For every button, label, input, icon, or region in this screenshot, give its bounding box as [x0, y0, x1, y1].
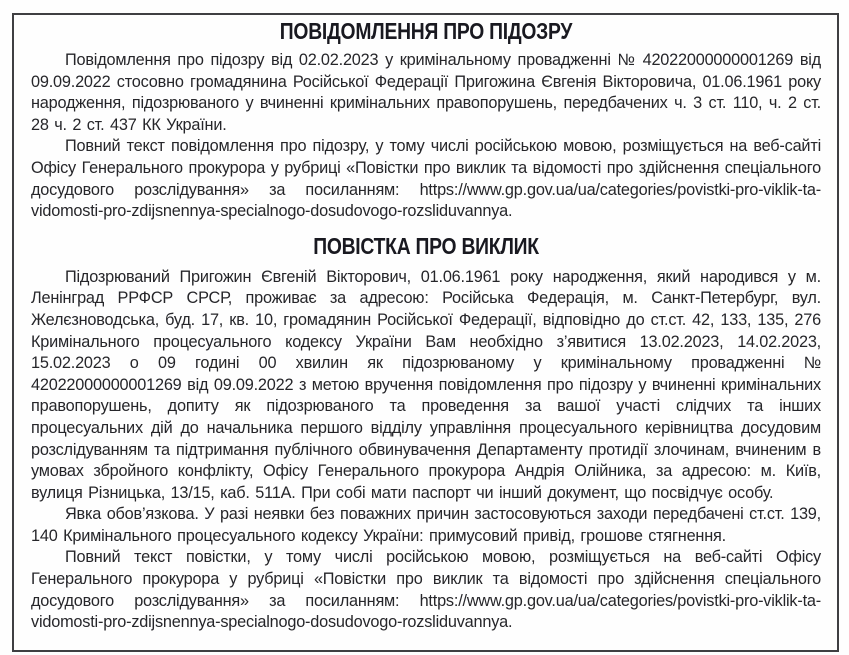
- document-border-frame: [12, 13, 839, 652]
- summons-section: [31, 234, 821, 634]
- notice-title: ПОВІДОМЛЕННЯ ПРО ПІДОЗРУ: [279, 18, 573, 44]
- notice-paragraph-1: Повідомлення про підозру від 02.02.2023 у кримінальному провадженні № 42022000000001269 від 09.09.2022 стосовно громадянина Російської Федерації Пригожина Євгенія Вікторовича, 01.06.1961 року народження, підозрюваного у вчиненні кримінальних правопорушень, передбачених ч. 3 ст. 110, ч. 2 ст. 28 ч. 2 ст. 437 КК України.: [31, 51, 821, 134]
- summons-paragraph-3: Повний текст повістки, у тому числі російською мовою, розміщується на веб-сайті Офісу Генерального прокурора у рубриці «Повістки про виклик та відомості про здійснення спеціального досудового розслідування» за посиланням: https://www.gp.gov.ua/ua/categories/povistki-pro-viklik-ta-vidomosti-pro-zdijsnennya-specialnogo-dosudovogo-rozsliduvannya.: [31, 548, 821, 632]
- notice-of-suspicion-section: [31, 19, 821, 223]
- summons-title: ПОВІСТКА ПРО ВИКЛИК: [313, 232, 539, 259]
- notice-paragraph-2: Повний текст повідомлення про підозру, у тому числі російською мовою, розміщується на веб-сайті Офісу Генерального прокурора у рубриці «Повістки про виклик та відомості про здійснення спеціального досудового розслідування» за посиланням: https://www.gp.gov.ua/ua/categories/povistki-pro-viklik-ta-vidomosti-pro-zdijsnennya-specialnogo-dosudovogo-rozsliduvannya.: [31, 137, 821, 221]
- summons-paragraph-1: Підозрюваний Пригожин Євгеній Вікторович, 01.06.1961 року народження, який народився у м. Ленінград РРФСР СРСР, проживає за адресою: Російська Федерація, м. Санкт-Петербург, вул. Желєзноводська, буд. 17, кв. 10, громадянин Російської Федерації, відповідно до ст.ст. 42, 133, 135, 276 Кримінального процесуального кодексу України Вам необхідно з’явитися 13.02.2023, 14.02.2023, 15.02.2023 о 09 годині 00 хвилин як підозрюваному у кримінальному провадженні № 42022000000001269 від 09.09.2022 з метою вручення повідомлення про підозру у вчиненні кримінальних правопорушень, допиту як підозрюваного та проведення за вашої участі слідчих та інших процесуальних дій до начальника першого відділу управління процесуального керівництва досудовим розслідуванням та підтримання публічного обвинувачення Департаменту протидії злочинам, вчиненим в умовах збройного конфлікту, Офісу Генерального прокурора Андрія Олійника, за адресою: м. Київ, вулиця Різницька, 13/15, каб. 511А. При собі мати паспорт чи інший документ, що посвідчує особу.: [31, 267, 821, 502]
- summons-paragraph-2: Явка обов’язкова. У разі неявки без поважних причин застосовуються заходи передбачені ст.ст. 139, 140 Кримінального процесуального кодексу України: примусовий привід, грошове стягнення.: [31, 505, 821, 545]
